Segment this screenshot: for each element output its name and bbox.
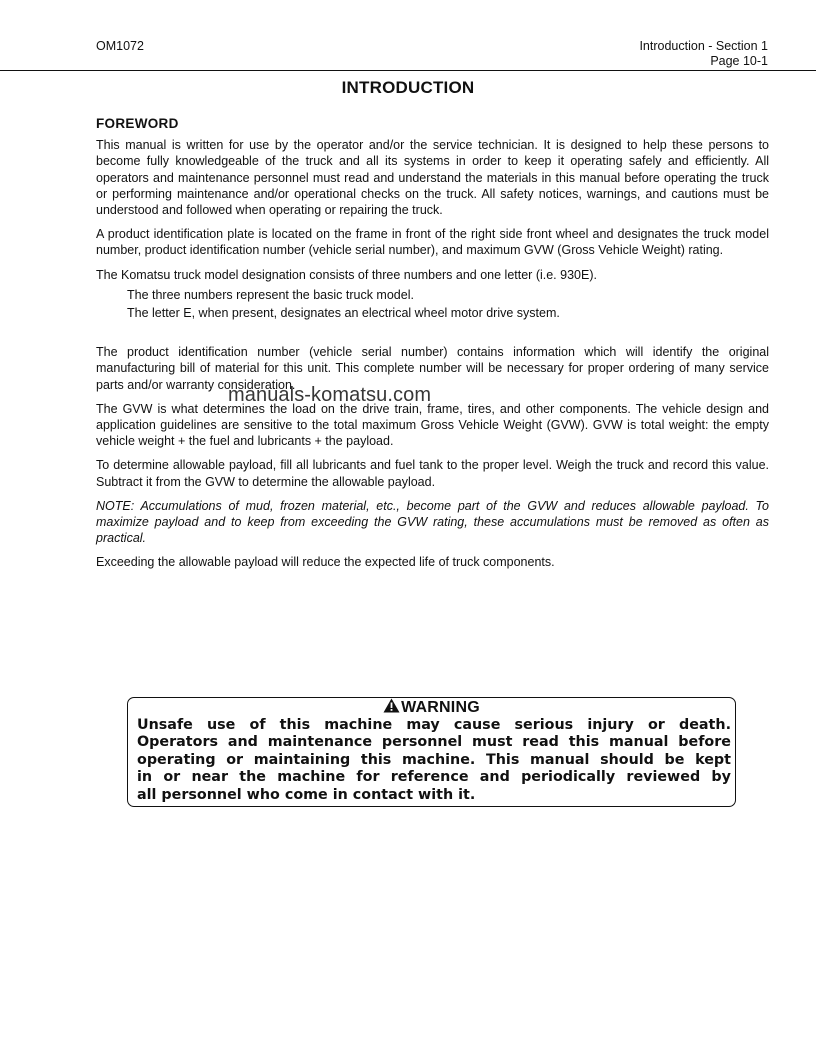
paragraph-gvw: The GVW is what determines the load on the drive train, frame, tires, and other components. The vehicle design and application guidelines are sensitive to the total maximum Gross Vehicle Weight (GVW). GVW is total weight: the empty vehicle weight + the fuel and lubricants + the payload. bbox=[96, 401, 769, 449]
foreword-section bbox=[96, 116, 769, 579]
page-number: Page 10-1 bbox=[710, 54, 768, 68]
warning-header bbox=[128, 698, 735, 718]
note-accumulations: NOTE: Accumulations of mud, frozen material, etc., become part of the GVW and reduces allowable payload. To maximize payload and to keep from exceeding the GVW rating, these accumulations must be removed as often as practical. bbox=[96, 498, 769, 546]
warning-heading: WARNING bbox=[401, 699, 480, 716]
warning-triangle-icon bbox=[383, 698, 400, 718]
warning-text bbox=[137, 717, 731, 804]
warning-box bbox=[127, 697, 736, 807]
paragraph-exceeding-payload: Exceeding the allowable payload will reduce the expected life of truck components. bbox=[96, 555, 555, 570]
warning-line: Unsafe use of this machine may cause serious injury or death. bbox=[137, 717, 731, 733]
list-item: The letter E, when present, designates an electrical wheel motor drive system. bbox=[127, 306, 560, 321]
model-designation-list bbox=[127, 287, 769, 321]
warning-line: all personnel who come in contact with it. bbox=[137, 786, 476, 803]
warning-line: in or near the machine for reference and periodically reviewed by bbox=[137, 769, 731, 786]
foreword-heading: FOREWORD bbox=[96, 116, 179, 131]
paragraph-model-designation: The Komatsu truck model designation consists of three numbers and one letter (i.e. 930E). bbox=[96, 267, 597, 282]
paragraph-serial-number: The product identification number (vehicle serial number) contains information which will identify the original manufacturing bill of material for this unit. This complete number will be necessary for proper ordering of many service parts and/or warranty consideration. bbox=[96, 345, 769, 392]
page-header-right bbox=[639, 39, 768, 69]
document-id: OM1072 bbox=[96, 39, 144, 53]
paragraph-purpose: This manual is written for use by the operator and/or the service technician. It is designed to help these persons to become fully knowledgeable of the truck and all its systems in order to keep it operating safely and efficiently. All operators and maintenance personnel must read and understand the materials in this manual before operating the truck or performing maintenance and/or operational checks on the truck. All safety notices, warnings, and cautions must be understood and followed when operating or repairing the truck. bbox=[96, 138, 769, 218]
watermark: manuals-komatsu.com bbox=[228, 384, 432, 406]
section-label: Introduction - Section 1 bbox=[639, 39, 768, 53]
list-item: The three numbers represent the basic truck model. bbox=[127, 287, 414, 302]
header-divider bbox=[0, 70, 816, 71]
page-title: INTRODUCTION bbox=[341, 78, 475, 97]
warning-line: Operators and maintenance personnel must read this manual before bbox=[137, 734, 731, 751]
paragraph-payload: To determine allowable payload, fill all lubricants and fuel tank to the proper level. Weigh the truck and record this value. Subtract it from the GVW to determine the allowable payload. bbox=[96, 458, 769, 489]
paragraph-id-plate: A product identification plate is located on the frame in front of the right side front wheel and designates the truck model number, product identification number (vehicle serial number), and maximum GVW (Gross Vehicle Weight) rating. bbox=[96, 227, 769, 258]
warning-line: operating or maintaining this machine. This manual should be kept bbox=[137, 751, 731, 768]
